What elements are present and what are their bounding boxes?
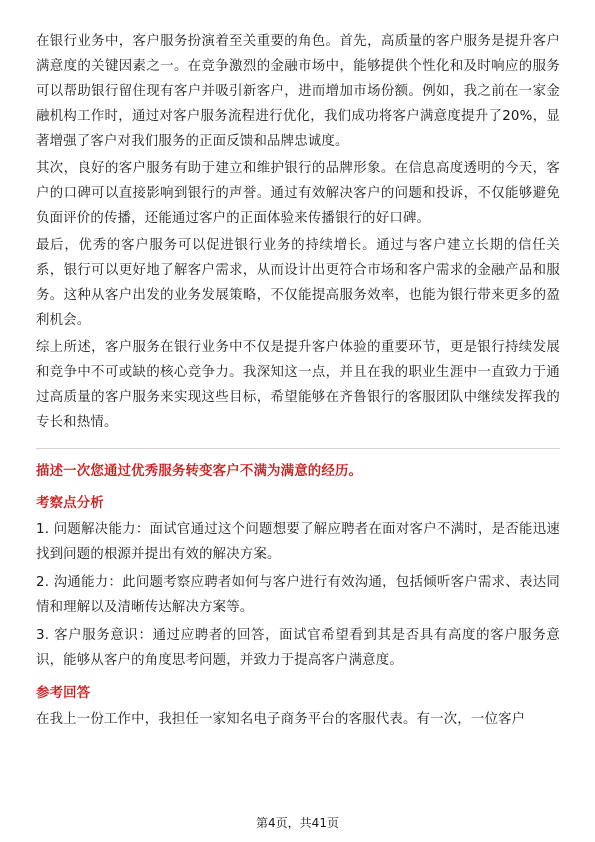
body-paragraph-4: 综上所述，客户服务在银行业务中不仅是提升客户体验的重要环节，更是银行持续发展和竞争中不可或缺的核心竞争力。我深知这一点，并且在我的职业生涯中一直致力于通过高质量的客户服务来实现这些目标，希望能够在齐鲁银行的客服团队中继续发挥我的专长和热情。 xyxy=(36,340,560,430)
analysis-heading: 考察点分析 xyxy=(36,496,104,511)
body-paragraph-2: 其次，良好的客户服务有助于建立和维护银行的品牌形象。在信息高度透明的今天，客户的口碑可以直接影响到银行的声誉。通过有效解决客户的问题和投诉，不仅能够避免负面评价的传播，还能通过客户的正面体验来传播银行的好口碑。 xyxy=(36,161,560,226)
analysis-list xyxy=(36,517,560,673)
reference-answer-heading: 参考回答 xyxy=(36,686,91,701)
interview-question: 描述一次您通过优秀服务转变客户不满为满意的经历。 xyxy=(36,464,363,479)
page-number: 第4页，共41页 xyxy=(256,816,339,830)
reference-answer-text: 在我上一份工作中，我担任一家知名电子商务平台的客服代表。有一次，一位客户 xyxy=(36,712,526,727)
analysis-item-1: 1. 问题解决能力：面试官通过这个问题想要了解应聘者在面对客户不满时，是否能迅速找到问题的根源并提出有效的解决方案。 xyxy=(36,522,560,562)
body-paragraph-1: 在银行业务中，客户服务扮演着至关重要的角色。首先，高质量的客户服务是提升客户满意度的关键因素之一。在竞争激烈的金融市场中，能够提供个性化和及时响应的服务可以帮助银行留住现有客户并吸引新客户，进而增加市场份额。例如，我之前在一家金融机构工作时，通过对客户服务流程进行优化，我们成功将客户满意度提升了20%，显著增强了客户对我们服务的正面反馈和品牌忠诚度。 xyxy=(36,34,560,149)
analysis-item-3: 3. 客户服务意识：通过应聘者的回答，面试官希望看到其是否具有高度的客户服务意识，能够从客户的角度思考问题，并致力于提高客户满意度。 xyxy=(36,628,560,668)
analysis-item-2: 2. 沟通能力：此问题考察应聘者如何与客户进行有效沟通，包括倾听客户需求、表达同情和理解以及清晰传达解决方案等。 xyxy=(36,575,560,615)
section-divider xyxy=(36,448,560,449)
body-paragraph-3: 最后，优秀的客户服务可以促进银行业务的持续增长。通过与客户建立长期的信任关系，银行可以更好地了解客户需求，从而设计出更符合市场和客户需求的金融产品和服务。这种从客户出发的业务发展策略，不仅能提高服务效率，也能为银行带来更多的盈利机会。 xyxy=(36,238,560,328)
page-content xyxy=(36,29,560,732)
